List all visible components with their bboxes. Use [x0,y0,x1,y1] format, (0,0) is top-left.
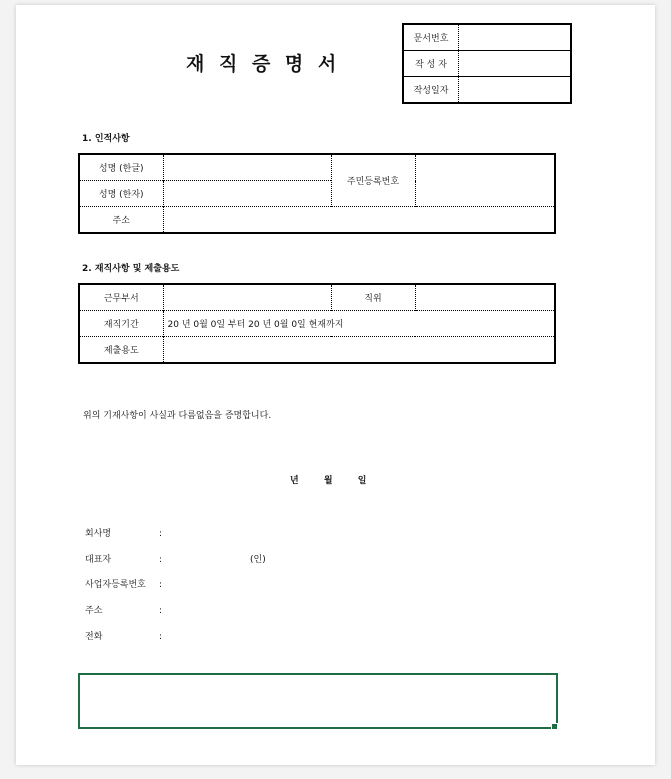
doc-number-label: 문서번호 [403,24,459,51]
address-label: 주소 [79,207,163,234]
department-cell[interactable] [163,284,331,311]
name-korean-label: 성명 (한글) [98,164,144,174]
doc-info-row [403,24,571,51]
fill-handle[interactable] [551,723,558,730]
company-name-label: 회사명 [85,529,112,539]
resident-number-cell[interactable] [415,154,555,207]
table-row [79,154,555,181]
selected-cell-range[interactable] [78,673,558,729]
certification-statement: 위의 기재사항이 사실과 다름없음을 증명합니다. [83,411,272,421]
phone-row: 전화 : [85,629,162,642]
issue-date [290,473,388,486]
doc-number-cell[interactable] [459,24,572,51]
position-label: 직위 [331,284,415,311]
doc-info-row [403,77,571,104]
document-sheet [16,5,655,765]
company-name-row: 회사명 : [85,526,162,539]
issuer-address-label: 주소 [85,606,103,616]
table-row [79,337,555,364]
created-date-cell[interactable] [459,77,572,104]
period-value[interactable]: 20 년 0월 0일 부터 20 년 0월 0일 현재까지 [163,311,555,337]
author-cell[interactable] [459,51,572,77]
representative-row: 대표자 : [85,552,162,565]
section1-heading: 1. 인적사항 [82,134,130,144]
purpose-label: 제출용도 [79,337,163,364]
position-cell[interactable] [415,284,555,311]
resident-number-label: 주민등록번호 [331,154,415,207]
document-title: 재 직 증 명 서 [186,53,341,75]
doc-info-row [403,51,571,77]
name-hanja-cell[interactable] [163,181,331,207]
employment-info-table [78,283,556,364]
name-korean-cell[interactable] [163,154,331,181]
address-cell[interactable] [163,207,555,234]
department-label: 근무부서 [103,294,139,304]
personal-info-table [78,153,556,234]
date-month: 월 [323,476,333,486]
name-hanja-label: 성명 (한자) [79,181,163,207]
seal-mark: (인) [250,555,266,565]
table-row [79,207,555,234]
section2-heading: 2. 재직사항 및 제출용도 [82,264,180,274]
purpose-cell[interactable] [163,337,555,364]
table-row [79,311,555,337]
document-info-table [402,23,572,104]
date-year: 년 [290,476,299,486]
representative-label: 대표자 [85,555,112,565]
business-number-label: 사업자등록번호 [85,580,146,590]
author-label: 작 성 자 [403,51,459,77]
date-day: 일 [357,476,367,486]
phone-label: 전화 [85,632,103,642]
table-row [79,284,555,311]
created-date-label: 작성일자 [403,77,459,104]
issuer-address-row: 주소 : [85,603,162,616]
period-label: 재직기간 [79,311,163,337]
business-number-row: 사업자등록번호 : [85,577,162,590]
